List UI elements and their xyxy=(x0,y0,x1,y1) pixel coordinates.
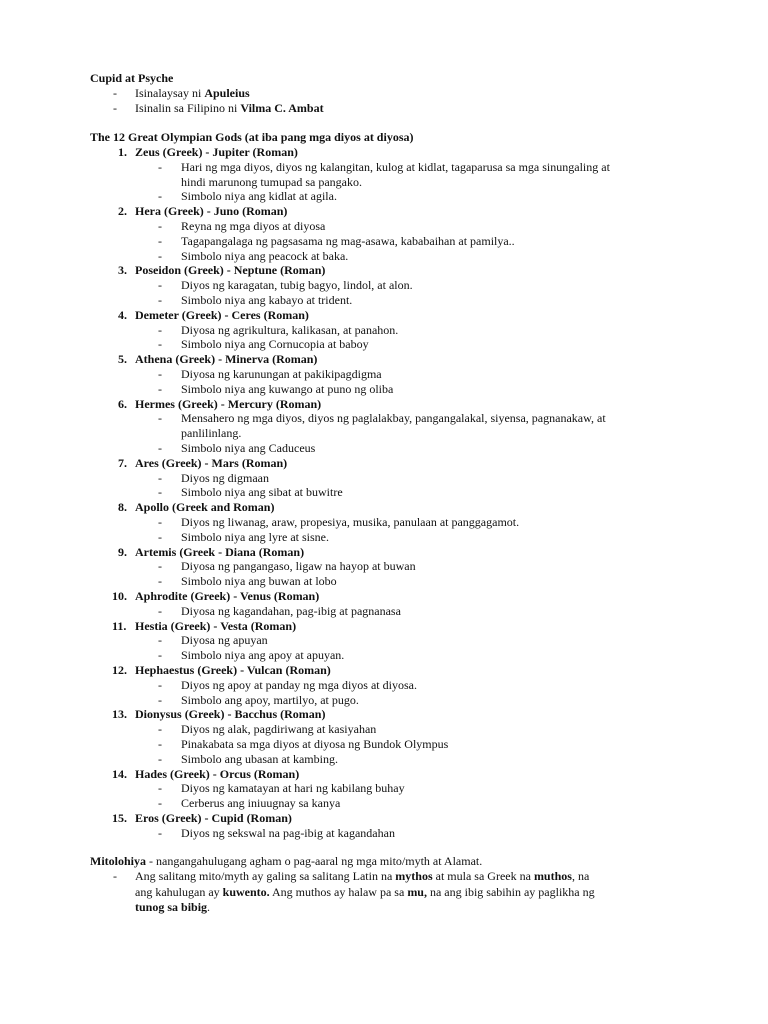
god-attribute: Diyos ng sekswal na pag-ibig at kagandahan xyxy=(181,825,395,840)
section-title: The 12 Great Olympian Gods (at iba pang mga diyos at diyosa) xyxy=(90,130,414,144)
bullet-dash: - xyxy=(158,529,162,544)
god-attribute: Simbolo niya ang kidlat at agila. xyxy=(181,189,337,204)
text-run: na ang ibig sabihin ay paglikha ng xyxy=(426,884,595,899)
emphasis-term: tunog sa bibig xyxy=(135,900,208,914)
god-heading: Demeter (Greek) - Ceres (Roman) xyxy=(135,307,309,322)
god-number: 1. xyxy=(118,145,127,159)
credit-translator-label: Isinalin sa Filipino ni xyxy=(135,101,241,115)
mitolohiya-line xyxy=(135,869,589,884)
bullet-dash: - xyxy=(158,278,162,293)
bullet-dash: - xyxy=(158,825,162,840)
god-number: 2. xyxy=(118,204,127,219)
god-number: 14. xyxy=(112,766,127,781)
bullet-dash: - xyxy=(158,248,162,263)
god-attribute: Simbolo niya ang sibat at buwitre xyxy=(181,485,343,500)
text-run: . xyxy=(207,900,211,914)
god-attribute: Diyosa ng apuyan xyxy=(181,633,268,648)
god-heading: Hera (Greek) - Juno (Roman) xyxy=(135,204,288,219)
credit-translator xyxy=(135,101,324,116)
bullet-dash: - xyxy=(158,381,162,396)
god-heading: Dionysus (Greek) - Bacchus (Roman) xyxy=(135,707,326,722)
bullet-dash: - xyxy=(158,367,162,381)
god-heading: Hermes (Greek) - Mercury (Roman) xyxy=(135,396,322,411)
god-heading: Eros (Greek) - Cupid (Roman) xyxy=(135,811,292,825)
mitolohiya-line xyxy=(135,900,210,915)
credit-author-label: Isinalaysay ni xyxy=(135,86,205,100)
god-attribute: Diyos ng kamatayan at hari ng kabilang buhay xyxy=(181,781,405,796)
god-number: 10. xyxy=(112,589,127,603)
god-attribute: Diyos ng digmaan xyxy=(181,470,269,485)
credit-dash: - xyxy=(113,101,117,115)
document-title: Cupid at Psyche xyxy=(90,71,174,85)
god-attribute: Diyos ng liwanag, araw, propesiya, musika, panulaan at panggagamot. xyxy=(181,515,520,529)
god-heading: Hephaestus (Greek) - Vulcan (Roman) xyxy=(135,663,331,677)
credit-author xyxy=(135,86,250,101)
god-number: 11. xyxy=(112,618,127,633)
god-heading: Athena (Greek) - Minerva (Roman) xyxy=(135,352,318,367)
bullet-dash: - xyxy=(158,692,162,707)
god-heading: Apollo (Greek and Roman) xyxy=(135,500,275,515)
god-attribute: Simbolo niya ang kuwango at puno ng oliba xyxy=(181,381,394,396)
god-attribute: Diyosa ng kagandahan, pag-ibig at pagnanasa xyxy=(181,603,401,618)
god-attribute: Simbolo niya ang peacock at baka. xyxy=(181,248,349,263)
text-run: , na xyxy=(571,869,590,883)
mitolohiya-definition-text: - nangangahulugang agham o pag-aaral ng mga mito/myth at Alamat. xyxy=(146,854,483,868)
god-attribute: hindi marunong tumupad sa pangako. xyxy=(181,174,362,189)
god-attribute: Hari ng mga diyos, diyos ng kalangitan, kulog at kidlat, tagaparusa sa mga sinungaling at xyxy=(181,159,610,174)
god-heading: Ares (Greek) - Mars (Roman) xyxy=(135,455,288,470)
bullet-dash: - xyxy=(158,515,162,529)
god-heading: Hestia (Greek) - Vesta (Roman) xyxy=(135,618,297,633)
bullet-dash: - xyxy=(158,322,162,337)
god-attribute: Simbolo niya ang Caduceus xyxy=(181,441,316,455)
emphasis-term: kuwento. xyxy=(222,884,270,899)
god-heading: Poseidon (Greek) - Neptune (Roman) xyxy=(135,263,326,278)
god-heading: Artemis (Greek - Diana (Roman) xyxy=(135,544,305,559)
bullet-dash: - xyxy=(158,485,162,500)
bullet-dash: - xyxy=(158,411,162,426)
mitolohiya-dash: - xyxy=(113,869,117,883)
bullet-dash: - xyxy=(158,337,162,352)
god-attribute: Simbolo ang ubasan at kambing. xyxy=(181,751,338,766)
god-number: 13. xyxy=(112,707,127,722)
god-number: 6. xyxy=(118,396,127,411)
god-attribute: Simbolo niya ang lyre at sisne. xyxy=(181,529,329,544)
emphasis-term: mu, xyxy=(407,884,427,899)
god-heading: Aphrodite (Greek) - Venus (Roman) xyxy=(135,589,320,603)
bullet-dash: - xyxy=(158,470,162,485)
bullet-dash: - xyxy=(158,781,162,796)
text-run: at mula sa Greek na xyxy=(432,869,534,883)
god-number: 5. xyxy=(118,352,127,367)
god-attribute: Simbolo ang apoy, martilyo, at pugo. xyxy=(181,692,359,707)
bullet-dash: - xyxy=(158,233,162,248)
text-run: ang kahulugan ay xyxy=(135,884,223,899)
bullet-dash: - xyxy=(158,603,162,618)
bullet-dash: - xyxy=(158,722,162,737)
bullet-dash: - xyxy=(158,796,162,811)
credit-translator-name: Vilma C. Ambat xyxy=(240,101,324,115)
bullet-dash: - xyxy=(158,648,162,663)
mitolohiya-term: Mitolohiya xyxy=(90,854,146,868)
bullet-dash: - xyxy=(158,159,162,174)
text-run: Ang salitang mito/myth ay galing sa salitang Latin na xyxy=(135,869,396,883)
god-attribute: panlilinlang. xyxy=(181,426,242,441)
god-attribute: Diyosa ng pangangaso, ligaw na hayop at buwan xyxy=(181,559,416,574)
emphasis-term: mythos xyxy=(395,869,433,883)
god-attribute: Pinakabata sa mga diyos at diyosa ng Bundok Olympus xyxy=(181,737,449,751)
bullet-dash: - xyxy=(158,633,162,648)
god-attribute: Simbolo niya ang apoy at apuyan. xyxy=(181,648,345,663)
god-attribute: Diyos ng apoy at panday ng mga diyos at diyosa. xyxy=(181,677,417,692)
bullet-dash: - xyxy=(158,677,162,692)
god-attribute: Diyosa ng agrikultura, kalikasan, at panahon. xyxy=(181,322,399,337)
god-number: 3. xyxy=(118,263,127,278)
god-attribute: Simbolo niya ang Cornucopia at baboy xyxy=(181,337,369,352)
god-attribute: Tagapangalaga ng pagsasama ng mag-asawa, kababaihan at pamilya.. xyxy=(181,233,515,248)
god-attribute: Diyosa ng karunungan at pakikipagdigma xyxy=(181,367,382,381)
credit-dash: - xyxy=(113,86,117,100)
god-number: 4. xyxy=(118,307,127,322)
god-number: 15. xyxy=(112,811,127,825)
god-number: 12. xyxy=(112,663,127,677)
god-heading: Hades (Greek) - Orcus (Roman) xyxy=(135,766,300,781)
bullet-dash: - xyxy=(158,293,162,307)
bullet-dash: - xyxy=(158,219,162,233)
god-attribute: Mensahero ng mga diyos, diyos ng paglalakbay, pangangalakal, siyensa, pagnanakaw, at xyxy=(181,411,606,426)
god-heading: Zeus (Greek) - Jupiter (Roman) xyxy=(135,145,298,159)
god-attribute: Simbolo niya ang buwan at lobo xyxy=(181,574,337,589)
god-number: 8. xyxy=(118,500,127,515)
god-attribute: Simbolo niya ang kabayo at trident. xyxy=(181,293,353,307)
bullet-dash: - xyxy=(158,189,162,204)
bullet-dash: - xyxy=(158,574,162,589)
text-run: Ang muthos ay halaw pa sa xyxy=(269,884,408,899)
god-attribute: Diyos ng karagatan, tubig bagyo, lindol, at alon. xyxy=(181,278,413,293)
god-number: 9. xyxy=(118,544,127,559)
mitolohiya-line xyxy=(135,885,595,900)
bullet-dash: - xyxy=(158,441,162,455)
bullet-dash: - xyxy=(158,559,162,574)
god-attribute: Diyos ng alak, pagdiriwang at kasiyahan xyxy=(181,722,377,737)
credit-author-name: Apuleius xyxy=(204,86,250,100)
god-attribute: Reyna ng mga diyos at diyosa xyxy=(181,219,326,233)
god-attribute: Cerberus ang iniuugnay sa kanya xyxy=(181,796,341,811)
bullet-dash: - xyxy=(158,751,162,766)
emphasis-term: muthos xyxy=(533,869,572,883)
mitolohiya-definition xyxy=(90,854,482,869)
bullet-dash: - xyxy=(158,737,162,751)
god-number: 7. xyxy=(118,455,127,470)
